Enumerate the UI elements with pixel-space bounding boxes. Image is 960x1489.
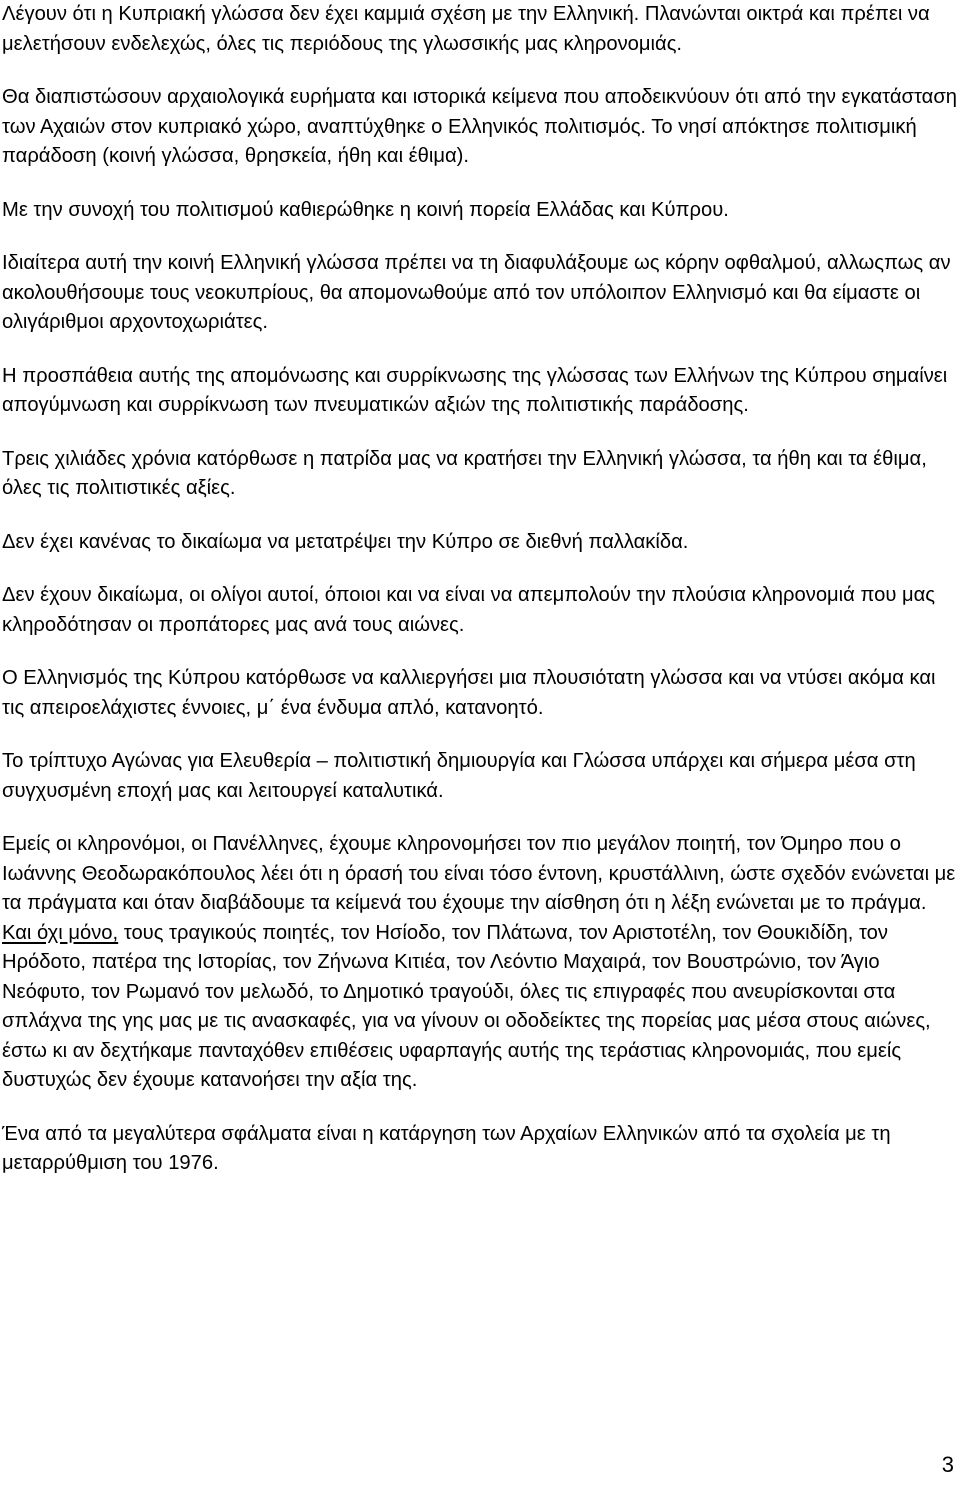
paragraph-11 <box>2 830 958 1096</box>
paragraph-1 <box>2 0 958 59</box>
paragraph-10 <box>2 747 958 806</box>
paragraph-5 <box>2 362 958 421</box>
paragraph-9 <box>2 664 958 723</box>
paragraph-text: τους τραγικούς ποιητές, τον Ησίοδο, τον Πλάτωνα, τον Αριστοτέλη, τον Θουκιδίδη, τον Ηρόδοτο, πατέρα της Ιστορίας, τον Ζήνωνα Κιτιέα, τον Λεόντιο Μαχαιρά, τον Βουστρώνιο, τον Άγιο Νεόφυτο, τον Ρωμανό τον μελωδό, το Δημοτικό τραγούδι, όλες τις επιγραφές που ανευρίσκονται στα σπλάχνα της γης μας με τις ανασκαφές, για να γίνουν οι οδοδείκτες της πορείας μας μέσα στους αιώνες, έστω κι αν δεχτήκαμε πανταχόθεν επιθέσεις υφαρπαγής αυτής της τεράστιας κληρονομιάς, που εμείς δυστυχώς δεν έχουμε κατανοήσει την αξία της. <box>2 921 931 1091</box>
paragraph-7 <box>2 528 958 558</box>
underlined-text: Και όχι μόνο, <box>2 921 119 944</box>
document-body <box>2 0 958 1203</box>
paragraph-text: Η προσπάθεια αυτής της απομόνωσης και συρρίκνωσης της γλώσσας των Ελλήνων της Κύπρου σημαίνει απογύμνωση και συρρίκνωση των πνευματικών αξιών της πολιτιστικής παράδοσης. <box>2 364 948 416</box>
paragraph-6 <box>2 445 958 504</box>
paragraph-text: Ένα από τα μεγαλύτερα σφάλματα είναι η κατάργηση των Αρχαίων Ελληνικών από τα σχολεία με τη μεταρρύθμιση του 1976. <box>2 1122 891 1174</box>
page-number: 3 <box>941 1452 954 1477</box>
paragraph-3 <box>2 196 958 226</box>
paragraph-text: Δεν έχει κανένας το δικαίωμα να μετατρέψει την Κύπρο σε διεθνή παλλακίδα. <box>2 530 689 553</box>
paragraph-text: Ο Ελληνισμός της Κύπρου κατόρθωσε να καλλιεργήσει μια πλουσιότατη γλώσσα και να ντύσει ακόμα και τις απειροελάχιστες έννοιες, μ΄ ένα ένδυμα απλό, κατανοητό. <box>2 667 936 719</box>
paragraph-text: Δεν έχουν δικαίωμα, οι ολίγοι αυτοί, όποιοι και να είναι να απεμπολούν την πλούσια κληρονομιά που μας κληροδότησαν οι προπάτορες μας ανά τους αιώνες. <box>2 584 935 636</box>
paragraph-text: Ιδιαίτερα αυτή την κοινή Ελληνική γλώσσα πρέπει να τη διαφυλάξουμε ως κόρην οφθαλμού, αλλωςπως αν ακολουθήσουμε τους νεοκυπρίους, θα απομονωθούμε από τον υπόλοιπον Ελληνισμό και θα είμαστε οι ολιγάριθμοι αρχοντοχωριάτες. <box>2 252 951 333</box>
paragraph-text: Εμείς οι κληρονόμοι, οι Πανέλληνες, έχουμε κληρονομήσει τον πιο μεγάλον ποιητή, τον Όμηρο που ο Ιωάννης Θεοδωρακόπουλος λέει ότι η όρασή του είναι τόσο έντονη, κρυστάλλινη, ώστε σχεδόν ενώνεται με τα πράγματα και όταν διαβάδουμε τα κείμενά του έχουμε την αίσθηση ότι η λέξη ενώνεται με το πράγμα. <box>2 833 956 914</box>
paragraph-2 <box>2 83 958 172</box>
paragraph-text: Με την συνοχή του πολιτισμού καθιερώθηκε η κοινή πορεία Ελλάδας και Κύπρου. <box>2 198 729 221</box>
paragraph-text: Θα διαπιστώσουν αρχαιολογικά ευρήματα και ιστορικά κείμενα που αποδεικνύουν ότι από την εγκατάσταση των Αχαιών στον κυπριακό χώρο, αναπτύχθηκε ο Ελληνικός πολιτισμός. Το νησί απόκτησε πολιτισμική παράδοση (κοινή γλώσσα, θρησκεία, ήθη και έθιμα). <box>2 86 958 167</box>
paragraph-text: Το τρίπτυχο Αγώνας για Ελευθερία – πολιτιστική δημιουργία και Γλώσσα υπάρχει και σήμερα μέσα στη συγχυσμένη εποχή μας και λειτουργεί καταλυτικά. <box>2 750 916 802</box>
paragraph-text: Τρεις χιλιάδες χρόνια κατόρθωσε η πατρίδα μας να κρατήσει την Ελληνική γλώσσα, τα ήθη και τα έθιμα, όλες τις πολιτιστικές αξίες. <box>2 447 927 499</box>
paragraph-4 <box>2 249 958 338</box>
paragraph-12 <box>2 1120 958 1179</box>
paragraph-8 <box>2 581 958 640</box>
paragraph-text: Λέγουν ότι η Κυπριακή γλώσσα δεν έχει καμμιά σχέση με την Ελληνική. Πλανώνται οικτρά και πρέπει να μελετήσουν ενδελεχώς, όλες τις περιόδους της γλωσσικής μας κληρονομιάς. <box>2 3 930 55</box>
